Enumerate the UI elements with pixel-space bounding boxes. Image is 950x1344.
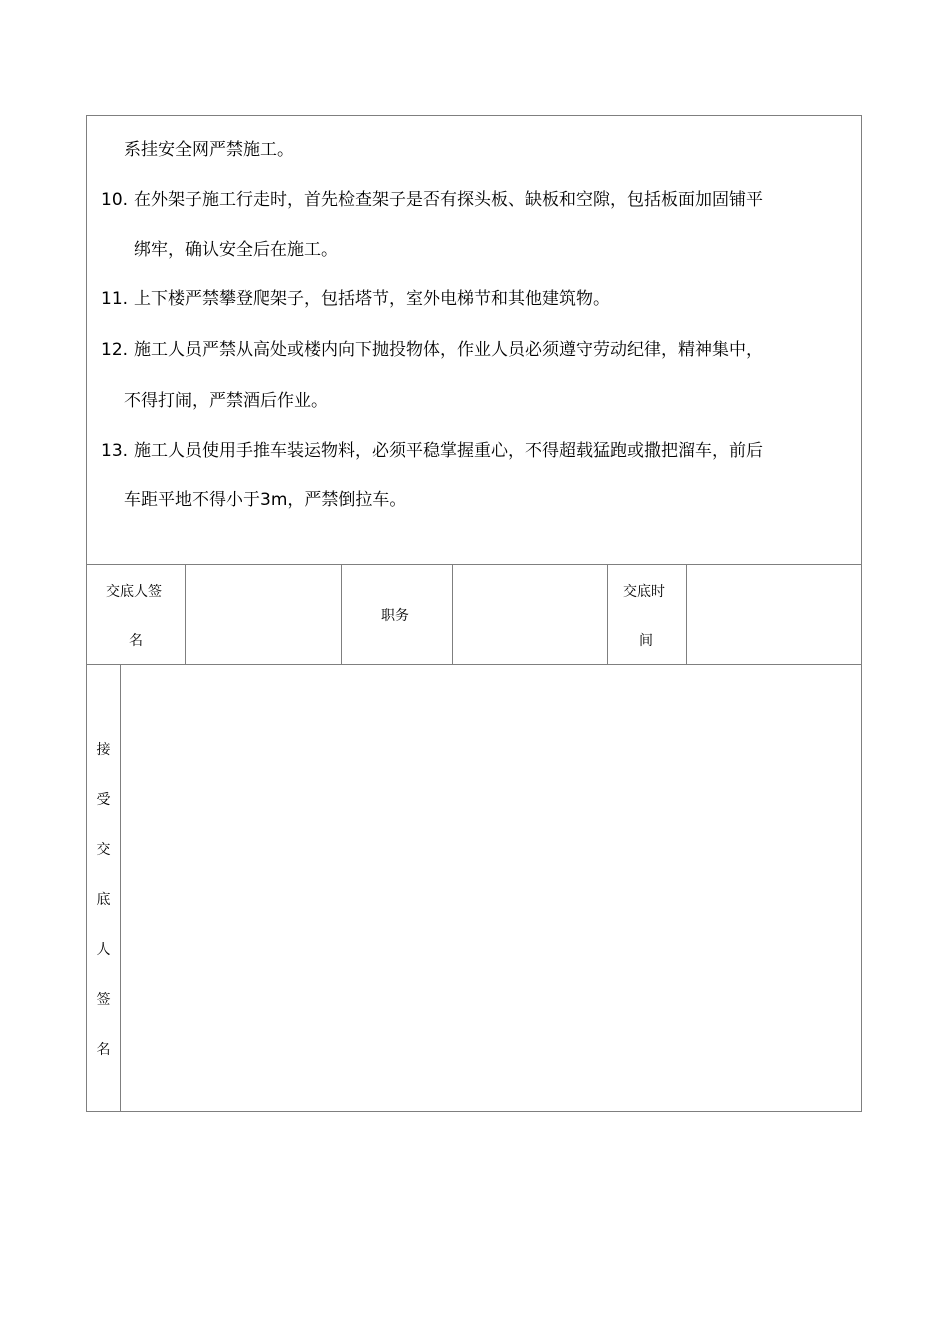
recipients-label-char: 人 [96,942,111,958]
item-number-13: 13. [101,441,129,461]
item-13-text-cont [124,490,406,510]
time-label-line2: 间 [639,633,653,649]
item-10-text-cont: 绑牢，确认安全后在施工。 [134,240,338,260]
position-field[interactable] [453,565,608,664]
presenter-label-line2: 名 [129,633,143,649]
time-label-cell [608,565,687,664]
item-10-text: 在外架子施工行走时，首先检查架子是否有探头板、缺板和空隙，包括板面加固铺平 [134,190,763,210]
item-number-10: 10. [101,190,129,210]
recipients-row [87,665,861,1111]
presenter-label-line1: 交底人签 [106,584,162,600]
time-field[interactable] [687,565,861,664]
recipients-label-char: 签 [96,992,111,1008]
recipients-signature-area[interactable] [121,665,861,1111]
item-number-11: 11. [101,289,129,309]
item-13-text-part1: 车距平地不得小于 [124,490,260,510]
item-13-text: 施工人员使用手推车装运物料，必须平稳掌握重心，不得超载猛跑或撒把溜车，前后 [134,441,763,461]
presenter-signature-field[interactable] [186,565,342,664]
time-label-line1: 交底时 [623,584,665,600]
recipients-label-char: 受 [96,792,111,808]
recipients-label-char: 接 [96,742,111,758]
item-11-text: 上下楼严禁攀登爬架子，包括塔节，室外电梯节和其他建筑物。 [134,289,610,309]
recipients-label-char: 名 [96,1042,111,1058]
recipients-label-char: 交 [96,842,111,858]
item-12-text: 施工人员严禁从高处或楼内向下抛投物体，作业人员必须遵守劳动纪律，精神集中， [134,340,763,360]
presenter-label-cell [87,565,186,664]
item-number-12: 12. [101,340,129,360]
distance-value: 3m [260,490,288,510]
item-13-text-part2: ，严禁倒拉车。 [287,490,407,510]
content-line-continuation: 系挂安全网严禁施工。 [124,140,294,160]
position-label-cell [342,565,453,664]
safety-content-cell [87,116,861,565]
recipients-label-char: 底 [96,892,111,908]
recipients-label [87,665,121,1111]
signature-row [87,565,861,665]
position-label: 职务 [381,608,409,624]
item-12-text-cont: 不得打闹，严禁酒后作业。 [124,391,328,411]
disclosure-table [86,115,862,1112]
